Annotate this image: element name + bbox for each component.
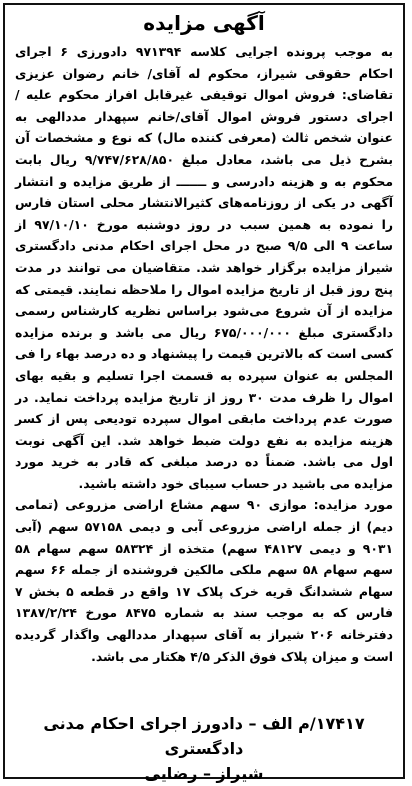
notice-title: آگهی مزایده xyxy=(143,11,265,35)
notice-paragraph-terms: به موجب پرونده اجرایی کلاسه ۹۷۱۳۹۴ دادورزی ۶ اجرای احکام حقوقی شیراز، محکوم له آقای/ خانم رضوان عزیزی تقاضای: فروش اموال توقیفی غیرقابل افراز محکوم علیه / اجرای دستور فروش اموال آقای/خانم سپهدار مددالهی به عنوان شخص ثالث (معرفی کننده مال) که نوع و مشخصات آن بشرح ذیل می باشد، معادل مبلغ ۹/۷۴۷/۶۲۸/۸۵۰ ریال بابت محکوم به و هزینه دادرسی و ـــــــ از طریق مزایده و انتشار آگهی در یکی از روزنامه‌های کثیرالانتشار محلی استان فارس را نموده به همین سبب در روز دوشنبه مورخ ۹۷/۱۰/۱۰ از ساعت ۹ الی ۹/۵ صبح در محل اجرای احکام مدنی دادگستری شیراز مزایده برگزار خواهد شد. متقاضیان می توانند در مدت پنج روز قبل از تاریخ مزایده اموال را ملاحظه نمایند. قیمتی که مزایده از آن شروع می‌شود براساس نظریه کارشناس رسمی دادگستری مبلغ ۶۷۵/۰۰۰/۰۰۰ ریال می باشد و برنده مزایده کسی است که بالاترین قیمت را پیشنهاد و ده درصد بهاء را فی المجلس به عنوان سپرده به قسمت اجرا تسلیم و بقیه بهای اموال را ظرف مدت ۳۰ روز از تاریخ مزایده پرداخت نماید. در صورت عدم پرداخت مابقی اموال سپرده تودیعی پس از کسر هزینه مزایده به نفع دولت ضبط خواهد شد. این آگهی نوبت اول می باشد. ضمناً ده درصد مبلغی که قادر به خرید مورد مزایده می باشید در حساب سیبای خود داشته باشید. xyxy=(15,44,393,491)
notice-footer xyxy=(5,711,403,786)
footer-line-reference: ۱۷۴۱۷/م الف – دادورز اجرای احکام مدنی دادگستری xyxy=(43,714,365,758)
notice-body xyxy=(15,41,393,667)
auction-notice xyxy=(3,3,405,783)
notice-paragraph-property: مورد مزایده: موازی ۹۰ سهم مشاع اراضی مزروعی (تمامی دیم) از جمله اراضی مزروعی آبی و دیمی ۵۷۱۵۸ سهم (آبی ۹۰۳۱ و دیمی ۴۸۱۲۷ سهم) متخذه از ۵۸۳۲۴ سهم سهام ۵۸ سهم سهام ۵۸ سهم ملکی مالکین فروشنده از جمله ۶۶ سهم سهام ششدانگ قریه خرک پلاک ۱۷ واقع در قطعه ۵ بخش ۷ فارس که به موجب سند به شماره ۸۴۷۵ مورخ ۱۳۸۷/۲/۲۴ دفترخانه ۲۰۶ شیراز به آقای سپهدار مددالهی واگذار گردیده است و میزان پلاک فوق الذکر ۴/۵ هکتار می باشد. xyxy=(15,497,394,664)
footer-line-signature: شیراز – رضایی xyxy=(144,764,264,783)
